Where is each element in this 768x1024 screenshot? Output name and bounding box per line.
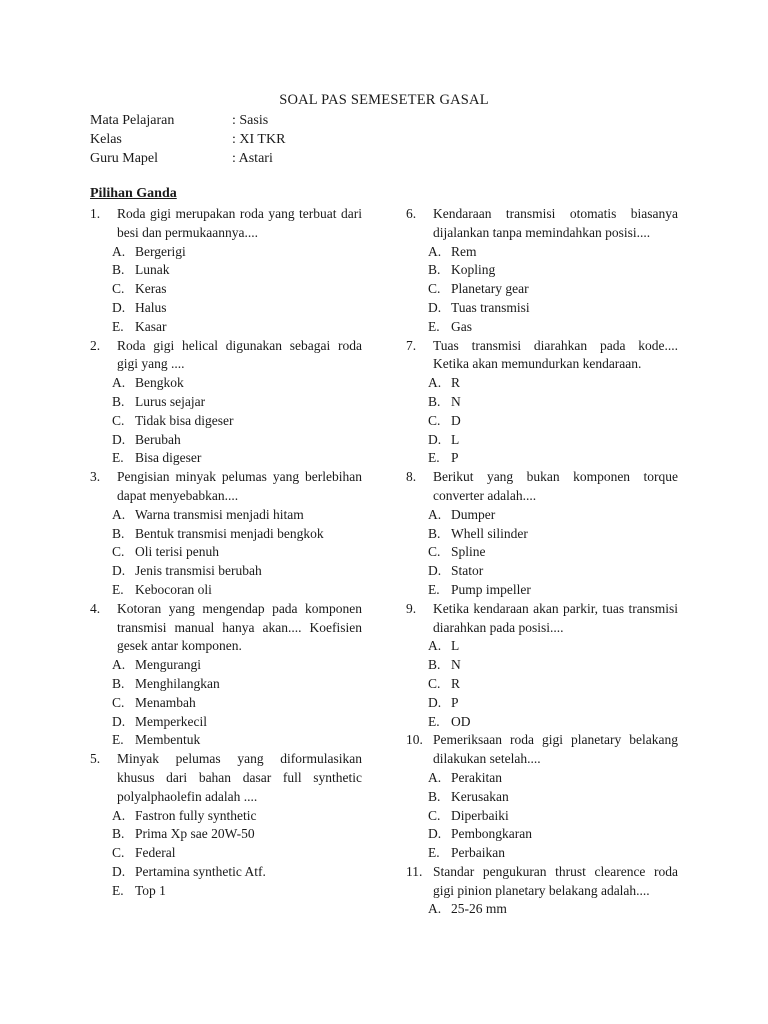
option-item: [112, 713, 362, 732]
option-text: Rem: [451, 243, 477, 259]
option-item: [112, 261, 362, 280]
question-text: Roda gigi helical digunakan sebagai roda gigi yang ....: [117, 337, 362, 372]
option-list: [112, 374, 362, 468]
meta-value: : Sasis: [232, 113, 269, 128]
option-list: [428, 243, 678, 337]
meta-label: Guru Mapel: [90, 151, 159, 166]
option-item: [428, 656, 678, 675]
question-text: Berikut yang bukan komponen torque converter adalah....: [433, 469, 678, 503]
option-item: [428, 788, 678, 807]
option-item: [112, 318, 362, 337]
option-letter: D.: [112, 431, 126, 447]
option-letter: A.: [112, 243, 126, 259]
option-item: [112, 506, 362, 525]
option-text: Tidak bisa digeser: [135, 412, 234, 428]
question-text: Kendaraan transmisi otomatis biasanya dijalankan tanpa memindahkan posisi....: [433, 206, 678, 240]
question-number: 11.: [406, 863, 423, 879]
option-item: [112, 431, 362, 450]
option-text: Kebocoran oli: [135, 581, 212, 597]
option-item: [112, 243, 362, 262]
question-text: Kotoran yang mengendap pada komponen transmisi manual hanya akan.... Koefisien gesek antar komponen.: [117, 600, 362, 654]
option-item: [428, 449, 678, 468]
option-text: Bisa digeser: [135, 450, 202, 466]
option-letter: B.: [428, 393, 441, 409]
option-text: Gas: [451, 318, 472, 334]
option-letter: B.: [112, 525, 125, 541]
meta-row-subject: [90, 111, 285, 130]
option-letter: A.: [428, 638, 442, 654]
option-text: 25-26 mm: [451, 901, 507, 917]
option-text: OD: [451, 713, 471, 729]
option-letter: E.: [112, 318, 124, 334]
option-letter: C.: [112, 544, 125, 560]
option-text: Pump impeller: [451, 581, 531, 597]
option-item: [112, 412, 362, 431]
option-letter: A.: [428, 243, 442, 259]
page-title: SOAL PAS SEMESETER GASAL: [279, 92, 489, 108]
option-item: [428, 900, 678, 919]
option-letter: E.: [428, 581, 440, 597]
option-text: Pembongkaran: [451, 826, 532, 842]
option-item: [428, 675, 678, 694]
option-letter: D.: [112, 299, 126, 315]
option-text: Menambah: [135, 694, 196, 710]
option-text: L: [451, 431, 460, 447]
option-text: R: [451, 675, 461, 691]
exam-meta: [90, 111, 285, 168]
option-text: Bentuk transmisi menjadi bengkok: [135, 525, 324, 541]
option-item: [112, 694, 362, 713]
option-letter: B.: [428, 262, 441, 278]
option-item: [112, 543, 362, 562]
option-text: Prima Xp sae 20W-50: [135, 826, 255, 842]
option-letter: D.: [112, 863, 126, 879]
option-item: [112, 825, 362, 844]
option-text: Fastron fully synthetic: [135, 807, 257, 823]
option-item: [428, 825, 678, 844]
option-letter: A.: [428, 901, 442, 917]
option-item: [428, 844, 678, 863]
question-text: Pengisian minyak pelumas yang berlebihan dapat menyebabkan....: [117, 469, 362, 503]
option-list: [112, 807, 362, 901]
question-item: [90, 337, 362, 469]
option-letter: E.: [428, 713, 440, 729]
option-letter: A.: [112, 506, 126, 522]
option-list: [428, 637, 678, 731]
option-letter: B.: [428, 657, 441, 673]
question-row: [90, 337, 362, 375]
option-item: [112, 882, 362, 901]
question-row: [406, 600, 678, 638]
option-text: Keras: [135, 281, 167, 297]
option-list: [428, 769, 678, 863]
option-text: Tuas transmisi: [451, 299, 530, 315]
option-text: Diperbaiki: [451, 807, 509, 823]
option-text: Mengurangi: [135, 657, 201, 673]
section-title: Pilihan Ganda: [90, 186, 177, 201]
option-letter: A.: [428, 769, 442, 785]
option-text: Lunak: [135, 262, 170, 278]
option-item: [112, 863, 362, 882]
meta-label: Mata Pelajaran: [90, 113, 175, 128]
option-item: [112, 581, 362, 600]
option-text: N: [451, 393, 461, 409]
option-letter: B.: [112, 393, 125, 409]
option-letter: E.: [112, 581, 124, 597]
option-text: R: [451, 375, 461, 391]
option-text: P: [451, 450, 459, 466]
option-list: [428, 374, 678, 468]
option-item: [428, 562, 678, 581]
option-item: [428, 694, 678, 713]
option-letter: E.: [112, 450, 124, 466]
option-letter: C.: [428, 807, 441, 823]
option-text: L: [451, 638, 460, 654]
option-item: [112, 731, 362, 750]
option-letter: B.: [428, 788, 441, 804]
meta-label: Kelas: [90, 132, 122, 147]
option-letter: B.: [112, 826, 125, 842]
option-item: [112, 844, 362, 863]
question-item: [90, 600, 362, 750]
option-letter: C.: [428, 544, 441, 560]
option-letter: B.: [112, 675, 125, 691]
option-item: [428, 807, 678, 826]
option-text: Top 1: [135, 882, 166, 898]
question-row: [90, 205, 362, 243]
option-item: [428, 506, 678, 525]
question-row: [406, 468, 678, 506]
question-item: [90, 750, 362, 900]
meta-value: : Astari: [232, 151, 273, 166]
option-item: [428, 713, 678, 732]
option-letter: D.: [112, 563, 126, 579]
questions-column-right: [406, 205, 678, 919]
option-text: P: [451, 694, 459, 710]
option-item: [428, 543, 678, 562]
option-text: Kerusakan: [451, 788, 509, 804]
option-text: Perakitan: [451, 769, 502, 785]
question-number: 6.: [406, 206, 417, 221]
option-letter: D.: [428, 431, 442, 447]
meta-value: : XI TKR: [232, 132, 286, 147]
option-item: [428, 769, 678, 788]
option-text: Planetary gear: [451, 281, 529, 297]
option-text: Pertamina synthetic Atf.: [135, 863, 266, 879]
option-item: [112, 656, 362, 675]
option-letter: D.: [428, 299, 442, 315]
option-text: Warna transmisi menjadi hitam: [135, 506, 304, 522]
question-row: [90, 468, 362, 506]
option-item: [112, 807, 362, 826]
questions-column-left: [90, 205, 362, 900]
option-text: Kasar: [135, 318, 167, 334]
option-item: [112, 525, 362, 544]
option-item: [428, 412, 678, 431]
option-letter: E.: [428, 845, 440, 861]
question-number: 3.: [90, 469, 101, 485]
option-text: Berubah: [135, 431, 181, 447]
option-letter: C.: [428, 675, 441, 691]
question-text: Roda gigi merupakan roda yang terbuat dari besi dan permukaannya....: [117, 206, 362, 240]
option-letter: E.: [112, 732, 124, 748]
option-item: [428, 393, 678, 412]
option-letter: E.: [112, 882, 124, 898]
option-letter: E.: [428, 450, 440, 466]
option-item: [112, 562, 362, 581]
option-item: [428, 581, 678, 600]
option-item: [428, 431, 678, 450]
question-item: [406, 600, 678, 732]
option-text: Spline: [451, 544, 486, 560]
question-item: [406, 468, 678, 600]
question-text: Pemeriksaan roda gigi planetary belakang dilakukan setelah....: [433, 732, 678, 767]
option-text: Halus: [135, 299, 167, 315]
question-number: 2.: [90, 337, 101, 353]
option-letter: C.: [112, 281, 125, 297]
option-letter: D.: [428, 563, 442, 579]
option-text: Menghilangkan: [135, 675, 220, 691]
option-item: [428, 637, 678, 656]
option-text: N: [451, 657, 461, 673]
option-letter: B.: [428, 525, 441, 541]
question-row: [406, 337, 678, 375]
question-row: [90, 600, 362, 656]
option-letter: D.: [428, 826, 442, 842]
question-number: 1.: [90, 206, 101, 221]
option-text: Bengkok: [135, 375, 184, 391]
option-text: Stator: [451, 563, 484, 579]
option-letter: B.: [112, 262, 125, 278]
question-item: [406, 863, 678, 919]
option-item: [112, 299, 362, 318]
question-text: Ketika kendaraan akan parkir, tuas transmisi diarahkan pada posisi....: [433, 600, 678, 635]
option-text: Perbaikan: [451, 845, 505, 861]
option-text: Oli terisi penuh: [135, 544, 219, 560]
question-item: [406, 337, 678, 469]
option-text: Memperkecil: [135, 713, 207, 729]
question-row: [406, 205, 678, 243]
option-item: [112, 675, 362, 694]
option-item: [428, 299, 678, 318]
option-letter: D.: [112, 713, 126, 729]
option-item: [428, 374, 678, 393]
question-row: [406, 731, 678, 769]
option-letter: C.: [112, 845, 125, 861]
question-number: 7.: [406, 337, 417, 353]
option-text: Kopling: [451, 262, 496, 278]
question-number: 10.: [406, 732, 423, 748]
option-letter: E.: [428, 318, 440, 334]
option-letter: C.: [428, 412, 441, 428]
option-text: Whell silinder: [451, 525, 528, 541]
question-item: [90, 205, 362, 337]
option-item: [112, 393, 362, 412]
question-number: 4.: [90, 600, 101, 616]
question-item: [90, 468, 362, 600]
option-text: Membentuk: [135, 732, 201, 748]
option-letter: D.: [428, 694, 442, 710]
option-item: [428, 243, 678, 262]
question-item: [406, 731, 678, 863]
option-letter: C.: [112, 412, 125, 428]
question-row: [406, 863, 678, 901]
question-text: Standar pengukuran thrust clearence roda gigi pinion planetary belakang adalah....: [433, 863, 678, 898]
option-letter: A.: [428, 506, 442, 522]
option-list: [428, 900, 678, 919]
option-item: [428, 318, 678, 337]
question-number: 8.: [406, 469, 417, 485]
option-letter: A.: [112, 657, 126, 673]
question-number: 5.: [90, 751, 101, 767]
option-item: [428, 261, 678, 280]
option-list: [112, 243, 362, 337]
meta-row-class: [90, 130, 285, 149]
option-list: [112, 506, 362, 600]
option-text: Jenis transmisi berubah: [135, 563, 262, 579]
option-item: [112, 280, 362, 299]
option-text: Bergerigi: [135, 243, 186, 259]
option-letter: C.: [112, 694, 125, 710]
option-letter: A.: [112, 807, 126, 823]
option-text: Federal: [135, 845, 176, 861]
option-letter: C.: [428, 281, 441, 297]
option-text: Lurus sejajar: [135, 393, 206, 409]
option-list: [428, 506, 678, 600]
question-row: [90, 750, 362, 806]
option-item: [112, 374, 362, 393]
option-item: [112, 449, 362, 468]
question-text: Minyak pelumas yang diformulasikan khusus dari bahan dasar full synthetic polyalphaolefin adalah ....: [117, 751, 362, 804]
option-letter: A.: [112, 375, 126, 391]
meta-row-teacher: [90, 149, 285, 168]
question-item: [406, 205, 678, 337]
option-text: Dumper: [451, 506, 496, 522]
option-list: [112, 656, 362, 750]
option-item: [428, 280, 678, 299]
question-text: Tuas transmisi diarahkan pada kode.... Ketika akan memundurkan kendaraan.: [433, 337, 678, 372]
option-item: [428, 525, 678, 544]
question-number: 9.: [406, 600, 417, 616]
option-text: D: [451, 412, 461, 428]
option-letter: A.: [428, 375, 442, 391]
